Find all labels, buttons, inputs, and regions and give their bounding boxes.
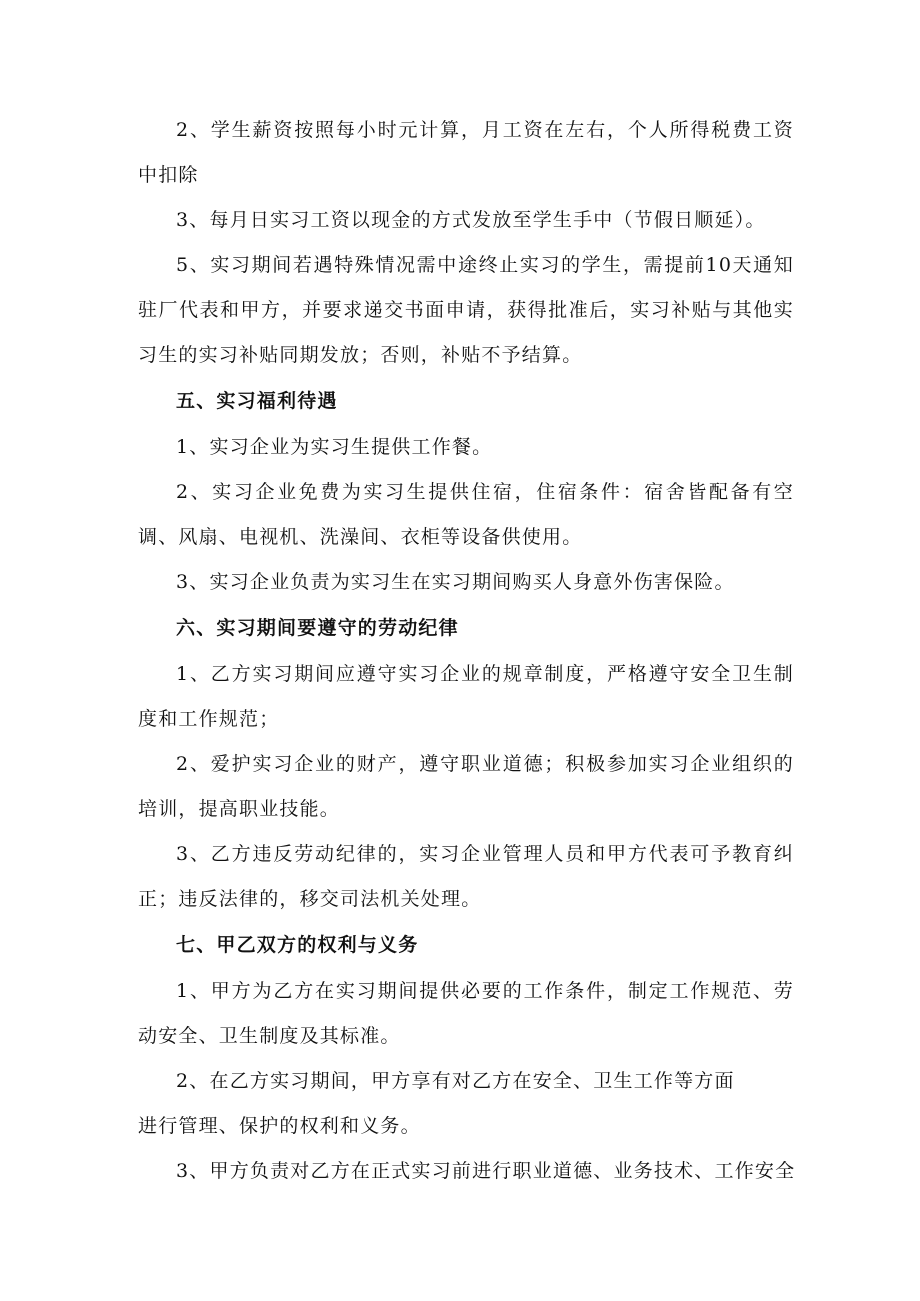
paragraph-line: 进行管理、保护的权利和义务。 <box>138 1115 421 1137</box>
section-heading-labor-discipline: 六、实习期间要遵守的劳动纪律 <box>176 617 459 639</box>
paragraph-line: 2、在乙方实习期间，甲方享有对乙方在安全、卫生工作等方面 <box>176 1070 735 1092</box>
paragraph-accommodation: 2、实习企业免费为实习生提供住宿，住宿条件：宿舍皆配备有空调、风扇、电视机、洗澡间、衣柜等设备供使用。 <box>138 481 794 548</box>
paragraph-protect-property: 2、爱护实习企业的财产，遵守职业道德；积极参加实习企业组织的培训，提高职业技能。 <box>138 753 794 820</box>
document-body <box>138 108 794 1194</box>
paragraph-discipline-violation: 3、乙方违反劳动纪律的，实习企业管理人员和甲方代表可予教育纠正；违反法律的，移交司法机关处理。 <box>138 843 794 910</box>
paragraph-salary-payment: 3、每月日实习工资以现金的方式发放至学生手中（节假日顺延）。 <box>176 209 766 231</box>
paragraph-party-a-management <box>138 1059 794 1149</box>
paragraph-insurance: 3、实习企业负责为实习生在实习期间购买人身意外伤害保险。 <box>176 571 735 593</box>
paragraph-work-meals: 1、实习企业为实习生提供工作餐。 <box>176 436 493 458</box>
paragraph-early-termination: 5、实习期间若遇特殊情况需中途终止实习的学生，需提前10天通知驻厂代表和甲方，并要求递交书面申请，获得批准后，实习补贴与其他实习生的实习补贴同期发放；否则，补贴不予结算。 <box>138 254 794 366</box>
section-heading-rights-obligations: 七、甲乙双方的权利与义务 <box>176 934 419 956</box>
paragraph-party-a-conditions: 1、甲方为乙方在实习期间提供必要的工作条件，制定工作规范、劳动安全、卫生制度及其标准。 <box>138 980 794 1047</box>
paragraph-party-a-training: 3、甲方负责对乙方在正式实习前进行职业道德、业务技术、工作安全 <box>176 1160 796 1182</box>
section-heading-welfare: 五、实习福利待遇 <box>176 390 338 412</box>
paragraph-follow-rules: 1、乙方实习期间应遵守实习企业的规章制度，严格遵守安全卫生制度和工作规范； <box>138 663 794 730</box>
paragraph-salary-calculation: 2、学生薪资按照每小时元计算，月工资在左右，个人所得税费工资中扣除 <box>138 119 794 186</box>
